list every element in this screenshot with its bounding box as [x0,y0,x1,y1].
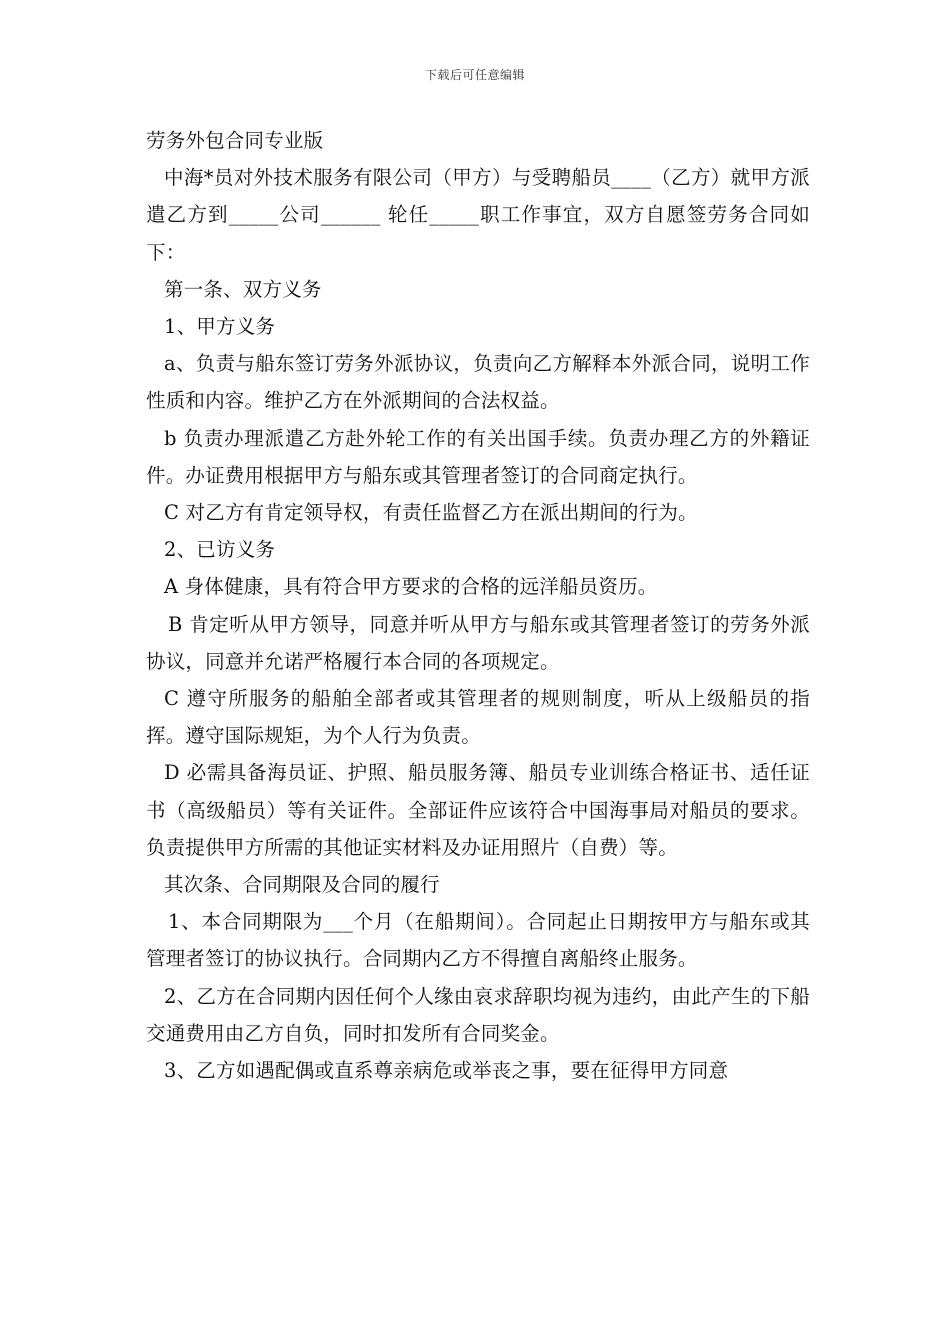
paragraph-party-b-c: C 遵守所服务的船舶全部者或其管理者的规则制度，听从上级船员的指挥。遵守国际规矩，为个人行为负责。 [146,687,810,748]
paragraph-party-b-d: D 必需具备海员证、护照、船员服务簿、船员专业训练合格证书、适任证书（高级船员）等有关证件。全部证件应该符合中国海事局对船员的要求。负责提供甲方所需的其他证实材料及办证用照片（自费）等。 [146,761,810,859]
page-header-note: 下载后可任意编辑 [424,68,525,82]
paragraph-term-2: 2、乙方在合同期内因任何个人缘由哀求辞职均视为违约，由此产生的下船交通费用由乙方自负，同时扣发所有合同奖金。 [146,984,810,1045]
subsection-heading-party-a: 1、甲方义务 [164,315,276,339]
contract-body [146,122,810,1089]
paragraph-term-1: 1、本合同期限为___个月（在船期间）。合同起止日期按甲方与船东或其管理者签订的协议执行。合同期内乙方不得擅自离船终止服务。 [146,910,810,971]
paragraph-party-b-b: B 肯定听从甲方领导，同意并听从甲方与船东或其管理者签订的劳务外派协议，同意并允诺严格履行本合同的各项规定。 [146,612,810,673]
paragraph-party-a-b: b 负责办理派遣乙方赴外轮工作的有关出国手续。负责办理乙方的外籍证件。办证费用根据甲方与船东或其管理者签订的合同商定执行。 [146,426,810,487]
paragraph-party-b-a: A 身体健康，具有符合甲方要求的合格的远洋船员资历。 [164,575,658,599]
document-title: 劳务外包合同专业版 [146,129,324,152]
section-heading-article-1: 第一条、双方义务 [164,277,322,301]
subsection-heading-party-b: 2、已访义务 [164,538,276,562]
paragraph-party-a-a: a、负责与船东签订劳务外派协议，负责向乙方解释本外派合同，说明工作性质和内容。维护乙方在外派期间的合法权益。 [146,352,810,413]
paragraph-intro: 中海*员对外技术服务有限公司（甲方）与受聘船员____（乙方）就甲方派遣乙方到_____公司______ 轮任_____职工作事宜，双方自愿签劳务合同如下： [146,166,810,264]
paragraph-party-a-c: C 对乙方有肯定领导权，有责任监督乙方在派出期间的行为。 [164,501,698,525]
paragraph-term-3: 3、乙方如遇配偶或直系尊亲病危或举丧之事，要在征得甲方同意 [164,1059,729,1083]
section-heading-article-2: 其次条、合同期限及合同的履行 [164,873,440,897]
